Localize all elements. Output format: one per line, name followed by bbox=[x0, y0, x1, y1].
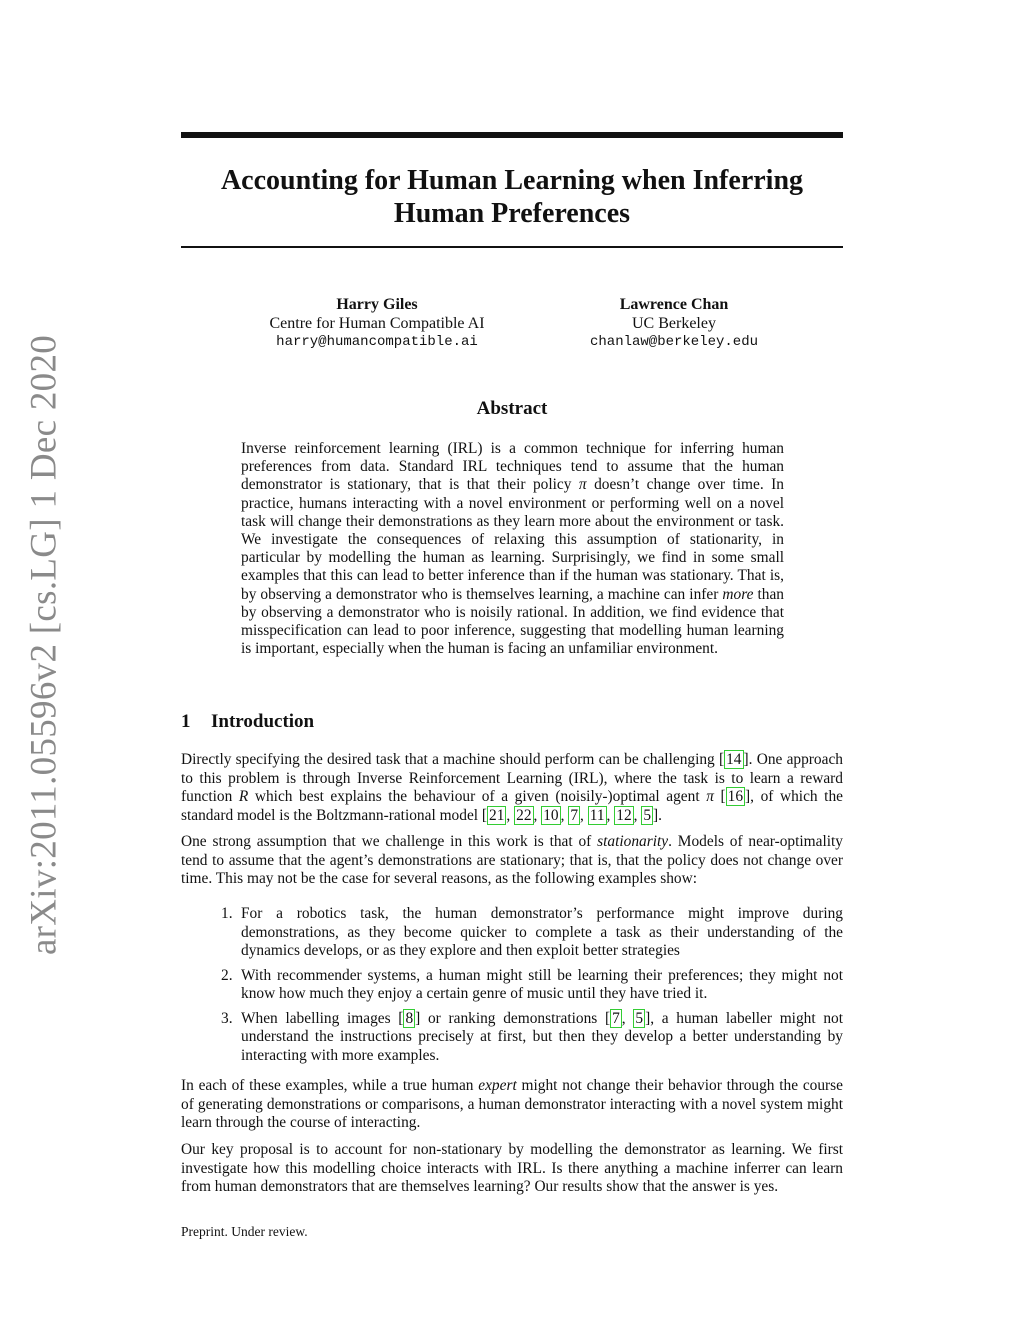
paper-title: Accounting for Human Learning when Inferring Human Preferences bbox=[220, 165, 804, 229]
abstract-heading: Abstract bbox=[476, 398, 548, 419]
citation-link[interactable]: 10 bbox=[543, 806, 559, 824]
math-R: R bbox=[238, 788, 249, 805]
citation-link[interactable]: 7 bbox=[570, 806, 579, 824]
citation-link[interactable]: 11 bbox=[589, 806, 605, 824]
intro-paragraph-2: One strong assumption that we challenge in this work is that of stationarity. Models of near-optimality tend to assume that the agent’s demonstrations are stationary; that is, that the policy does not change over time. This may not be the case for several reasons, as the following examples show: bbox=[181, 833, 843, 887]
citation-link[interactable]: 7 bbox=[612, 1009, 620, 1027]
author-block-2 bbox=[565, 296, 783, 352]
citation-link[interactable]: 21 bbox=[489, 806, 505, 824]
math-pi: π bbox=[706, 788, 714, 805]
list-marker: 3. bbox=[221, 1009, 233, 1027]
section-heading-introduction bbox=[181, 711, 314, 733]
list-item: 3. When labelling images [ 8 ] or ranking demonstrations [ 7 , 5 ], a human labeller might not understand the instructions precisely at first, but then they develop a better understanding by interacting with more examples. bbox=[221, 1009, 843, 1064]
citation-link[interactable]: 8 bbox=[405, 1009, 414, 1027]
citation-link[interactable]: 22 bbox=[516, 806, 532, 824]
list-item: 1. For a robotics task, the human demonstrator’s performance might improve during demonstrations, as they become quicker to complete a task as their understanding of the dynamics develops, or as they explore and then exploit better strategies bbox=[221, 905, 843, 959]
intro-paragraph-1: Directly specifying the desired task that a machine should perform can be challenging [ 14 ]. One approach to this problem is through Inverse Reinforcement Learning (IRL), where the task is to learn a reward function R which best explains the behaviour of a given (noisily-)optimal agent π [ 16 ], of which the standard model is the Boltzmann-rational model [ 21 , 22 , 10 , 7 , 11 , 12 , 5 ]. bbox=[181, 751, 843, 824]
preprint-footer: Preprint. Under review. bbox=[181, 1224, 308, 1239]
citation-link[interactable]: 5 bbox=[635, 1009, 644, 1027]
list-marker: 1. bbox=[221, 905, 233, 922]
citation-link[interactable]: 16 bbox=[727, 788, 744, 805]
list-item: 2. With recommender systems, a human might still be learning their preferences; they might not know how much they enjoy a certain genre of music until they have tried it. bbox=[221, 966, 843, 1002]
author-name: Harry Giles bbox=[336, 296, 418, 313]
emphasis-stationarity: stationarity bbox=[597, 833, 669, 850]
section-title: Introduction bbox=[211, 711, 315, 732]
arxiv-identifier: arXiv:2011.05596v2 [cs.LG] 1 Dec 2020 bbox=[23, 334, 65, 956]
title-bottom-rule bbox=[181, 246, 843, 248]
math-pi: π bbox=[578, 476, 587, 494]
abstract-body: Inverse reinforcement learning (IRL) is a common technique for inferring human preferences from data. Standard IRL techniques tend to assume that the human demonstrator is stationary, that is that their policy π doesn’t change over time. In practice, humans interacting with a novel environment or performing well on a novel task will change their demonstrations as they learn more about the environment or task. We investigate the consequences of relaxing this assumption of stationarity, in particular by modelling the human as learning. Surprisingly, we find in some small examples that this can lead to better inference than if the human was stationary. That is, by observing a demonstrator who is themselves learning, a machine can infer more than by observing a demonstrator who is noisily rational. In addition, we find evidence that misspecification can lead to poor inference, suggesting that modelling human learning is important, especially when the human is facing an unfamiliar environment. bbox=[241, 440, 785, 658]
title-top-rule bbox=[181, 132, 843, 138]
emphasis-expert: expert bbox=[478, 1077, 517, 1094]
intro-paragraph-3: In each of these examples, while a true human expert might not change their behavior through the course of generating demonstrations or comparisons, a human demonstrator interacting with a novel system might learn through the course of interacting. bbox=[181, 1077, 844, 1131]
citation-link[interactable]: 14 bbox=[726, 751, 742, 768]
author-affiliation: Centre for Human Compatible AI bbox=[269, 314, 485, 332]
emphasis-more: more bbox=[722, 585, 754, 603]
citation-link[interactable]: 5 bbox=[643, 806, 652, 824]
section-number: 1 bbox=[181, 711, 191, 732]
list-marker: 2. bbox=[221, 966, 233, 984]
author-email[interactable]: chanlaw@berkeley.edu bbox=[589, 334, 759, 350]
examples-list bbox=[181, 905, 843, 1071]
author-email[interactable]: harry@humancompatible.ai bbox=[276, 334, 478, 350]
author-affiliation: UC Berkeley bbox=[632, 314, 716, 332]
intro-paragraph-4: Our key proposal is to account for non-stationary by modelling the demonstrator as learning. We first investigate how this modelling choice interacts with IRL. Is there anything a machine inferrer can learn from human demonstrators that are themselves learning? Our results show that the answer is yes. bbox=[181, 1141, 843, 1195]
author-block-1 bbox=[236, 296, 518, 352]
citation-link[interactable]: 12 bbox=[616, 806, 632, 824]
author-name: Lawrence Chan bbox=[619, 296, 729, 313]
